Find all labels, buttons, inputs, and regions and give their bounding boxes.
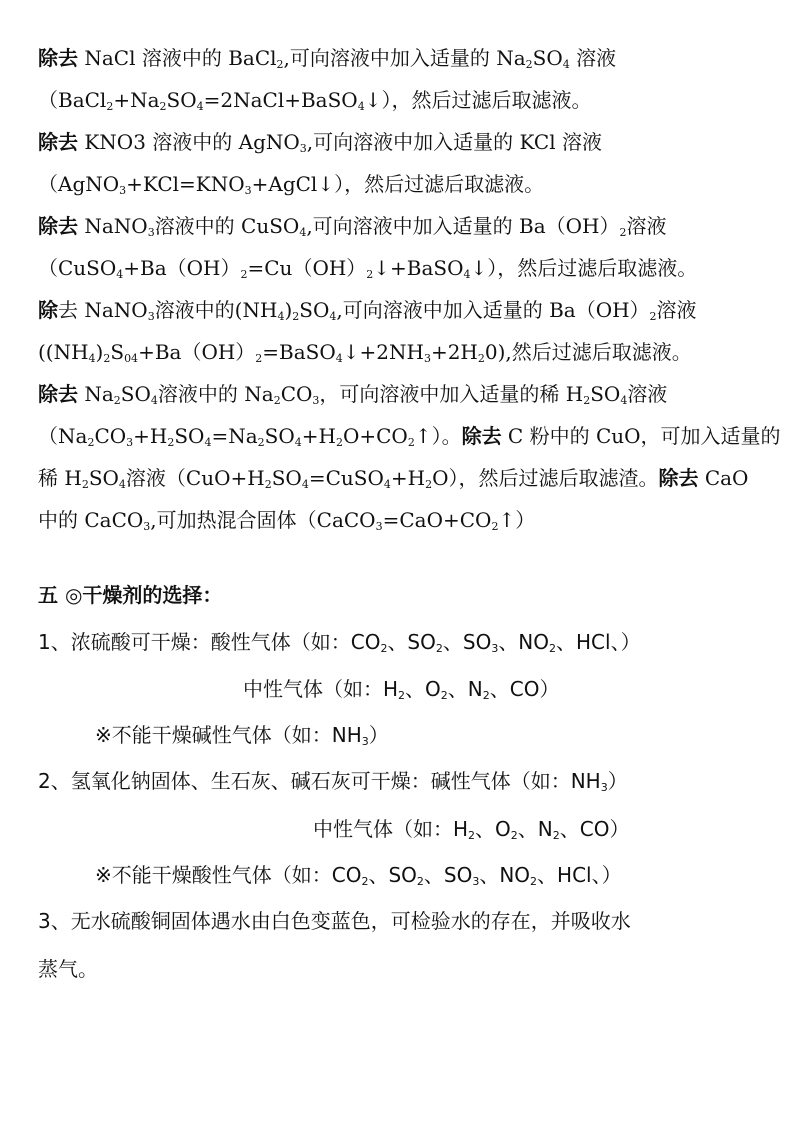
- text: +Ba（OH）: [138, 340, 256, 364]
- text: 、N: [447, 677, 483, 701]
- sub: 3: [361, 735, 369, 748]
- removal-5-line-3: [38, 464, 748, 492]
- text: ,可向溶液中加入适量的 Na: [283, 46, 526, 70]
- sub: 3: [244, 184, 252, 197]
- text: 溶液: [569, 46, 617, 70]
- text: 稀 H: [38, 466, 82, 490]
- drying-item-3-cont: [38, 955, 98, 983]
- sub: 2: [468, 829, 476, 842]
- removal-1-line-2: [38, 86, 591, 114]
- sub: 2: [525, 58, 533, 71]
- sub: 2: [273, 394, 281, 407]
- text: 、NO: [479, 863, 531, 887]
- sub: 2: [159, 100, 167, 113]
- text: ): [95, 340, 104, 364]
- removal-label: 除去: [461, 424, 502, 448]
- sub: 2: [257, 436, 265, 449]
- text: ,可向溶液中加入适量的 Ba（OH）: [336, 298, 650, 322]
- text: 溶液: [626, 214, 667, 238]
- drying-item-2-note: [95, 861, 622, 889]
- sub: 3: [147, 310, 155, 323]
- sub: 3: [299, 142, 307, 155]
- text: 、SO: [423, 863, 473, 887]
- sub: 4: [329, 310, 337, 323]
- drying-item-3: [38, 907, 631, 935]
- text: SO: [271, 466, 302, 490]
- text: 、SO: [442, 630, 492, 654]
- sub: 4: [299, 226, 307, 239]
- text: SO: [174, 424, 205, 448]
- text: =CuSO: [308, 466, 384, 490]
- removal-label: 除: [38, 298, 58, 322]
- text: +H: [390, 466, 426, 490]
- sub: 04: [124, 352, 139, 365]
- text: +Na: [113, 88, 160, 112]
- sub: 2: [113, 394, 121, 407]
- text: SO: [590, 382, 621, 406]
- text: O），然后过滤后取滤渣。: [432, 466, 659, 490]
- text: ↓+2NH: [342, 340, 424, 364]
- text: NaNO: [84, 214, 148, 238]
- text: SO: [264, 424, 295, 448]
- text: ↑）: [498, 508, 536, 532]
- text: （CuSO: [38, 256, 117, 280]
- text: ↓），然后过滤后取滤液。: [470, 256, 698, 280]
- text: 、O: [475, 817, 511, 841]
- sub: 3: [600, 781, 608, 794]
- text: +2H: [430, 340, 478, 364]
- text: O+CO: [342, 424, 408, 448]
- sub: 3: [143, 520, 151, 533]
- sub: 4: [620, 394, 628, 407]
- removal-label: 除去: [38, 214, 78, 238]
- sub: 2: [552, 829, 560, 842]
- removal-4-line-2: [38, 338, 692, 366]
- sub: 2: [106, 100, 114, 113]
- text: 中性气体（如：H: [313, 817, 469, 841]
- drying-item-1-note: [95, 721, 389, 749]
- text: ,可向溶液中加入适量的 Ba（OH）: [306, 214, 620, 238]
- text: 、HCl、）: [537, 863, 622, 887]
- text: =CaO+CO: [382, 508, 492, 532]
- sub: 2: [81, 478, 89, 491]
- sub: 2: [435, 642, 443, 655]
- removal-2-line-2: [38, 170, 544, 198]
- text: ，可向溶液中加入适量的稀 H: [319, 382, 584, 406]
- text: SO: [120, 382, 151, 406]
- sub: 2: [549, 642, 557, 655]
- text: +KCl=KNO: [126, 172, 245, 196]
- text: +AgCl↓），然后过滤后取滤液。: [251, 172, 545, 196]
- text: SO: [532, 46, 563, 70]
- sub: 2: [583, 394, 591, 407]
- text: 中性气体（如：H: [243, 677, 399, 701]
- sub: 2: [482, 689, 490, 702]
- removal-label: 除去: [38, 382, 78, 406]
- sub: 2: [292, 310, 300, 323]
- text: +Ba（OH）: [123, 256, 241, 280]
- text: 、O: [405, 677, 441, 701]
- text: 去 NaNO: [58, 298, 148, 322]
- sub: 4: [294, 436, 302, 449]
- text: +H: [301, 424, 336, 448]
- sub: 4: [88, 352, 96, 365]
- text: SO: [166, 88, 197, 112]
- drying-item-1-neutral: [243, 675, 559, 703]
- sub: 2: [491, 520, 499, 533]
- drying-item-2: [38, 767, 628, 795]
- sub: 3: [375, 520, 383, 533]
- sub: 3: [126, 436, 134, 449]
- sub: 2: [619, 226, 627, 239]
- removal-5-line-2: [38, 422, 781, 450]
- text: KNO3 溶液中的 AgNO: [84, 130, 300, 154]
- text: ）: [368, 723, 389, 747]
- sub: 2: [103, 352, 111, 365]
- removal-4-line-1: [38, 296, 697, 324]
- text: ): [284, 298, 293, 322]
- text: 、SO: [387, 630, 436, 654]
- text: 蒸气。: [38, 957, 98, 981]
- sub: 2: [649, 310, 657, 323]
- text: ※不能干燥碱性气体（如：NH: [95, 723, 362, 747]
- sub: 2: [530, 875, 538, 888]
- sub: 2: [167, 436, 175, 449]
- text: 、CO）: [559, 817, 630, 841]
- text: NaCl 溶液中的 BaCl: [84, 46, 277, 70]
- sub: 2: [255, 352, 263, 365]
- text: 、SO: [368, 863, 417, 887]
- sub: 3: [423, 352, 431, 365]
- text: 、N: [517, 817, 553, 841]
- text: 溶液中的 Na: [157, 382, 274, 406]
- removal-3-line-1: [38, 212, 667, 240]
- sub: 3: [312, 394, 320, 407]
- sub: 2: [335, 436, 343, 449]
- removal-label: 除去: [38, 130, 78, 154]
- removal-5-line-4: [38, 506, 535, 534]
- drying-item-1: [38, 628, 641, 656]
- removal-label: 除去: [658, 466, 699, 490]
- sub: 3: [119, 184, 127, 197]
- sub: 3: [472, 875, 480, 888]
- sub: 2: [510, 829, 518, 842]
- removal-1-line-1: [38, 44, 616, 72]
- text: 溶液中的 CuSO: [154, 214, 300, 238]
- sub: 2: [380, 642, 388, 655]
- sub: 3: [147, 226, 155, 239]
- text: ,可向溶液中加入适量的 KCl 溶液: [306, 130, 602, 154]
- sub: 4: [118, 478, 126, 491]
- text: S: [110, 340, 125, 364]
- text: =Na: [211, 424, 258, 448]
- sub: 2: [440, 689, 448, 702]
- sub: 2: [416, 875, 424, 888]
- sub: 2: [240, 268, 248, 281]
- text: ,可加热混合固体（CaCO: [150, 508, 376, 532]
- sub: 4: [196, 100, 204, 113]
- text: CO: [94, 424, 127, 448]
- text: SO: [299, 298, 330, 322]
- text: Na: [84, 382, 114, 406]
- sub: 4: [150, 394, 158, 407]
- text: 、CO）: [489, 677, 560, 701]
- text: =Cu（OH）: [247, 256, 367, 280]
- removal-label: 除去: [38, 46, 78, 70]
- text: 2、氢氧化钠固体、生石灰、碱石灰可干燥：碱性气体（如：NH: [38, 769, 601, 793]
- removal-2-line-1: [38, 128, 602, 156]
- text: 0),然后过滤后取滤液。: [484, 340, 692, 364]
- text: （BaCl: [38, 88, 107, 112]
- sub: 4: [204, 436, 212, 449]
- text: ((NH: [38, 340, 89, 364]
- removal-5-line-1: [38, 380, 667, 408]
- removal-3-line-2: [38, 254, 697, 282]
- text: =BaSO: [262, 340, 336, 364]
- text: 溶液: [656, 298, 697, 322]
- text: C 粉中的 CuO，可加入适量的: [501, 424, 781, 448]
- text: =2NaCl+BaSO: [203, 88, 358, 112]
- sub: 2: [87, 436, 95, 449]
- text: ）: [607, 769, 628, 793]
- text: CO: [280, 382, 313, 406]
- sub: 2: [361, 875, 369, 888]
- sub: 2: [477, 352, 485, 365]
- text: 溶液（CuO+H: [125, 466, 265, 490]
- text: （Na: [38, 424, 88, 448]
- sub: 2: [366, 268, 374, 281]
- sub: 4: [301, 478, 309, 491]
- sub: 4: [116, 268, 124, 281]
- text: ↓），然后过滤后取滤液。: [364, 88, 592, 112]
- text: ↑）。: [414, 424, 462, 448]
- text: 溶液中的(NH: [154, 298, 278, 322]
- sub: 4: [463, 268, 471, 281]
- section-heading: 五 ◎干燥剂的选择：: [38, 583, 223, 607]
- text: ※不能干燥酸性气体（如：CO: [95, 863, 362, 887]
- text: SO: [88, 466, 119, 490]
- sub: 2: [407, 436, 415, 449]
- sub: 2: [276, 58, 284, 71]
- text: CaO: [698, 466, 749, 490]
- sub: 4: [562, 58, 570, 71]
- sub: 4: [335, 352, 343, 365]
- sub: 4: [357, 100, 365, 113]
- text: 溶液: [627, 382, 668, 406]
- text: （AgNO: [38, 172, 120, 196]
- text: +H: [133, 424, 168, 448]
- text: ↓+BaSO: [373, 256, 464, 280]
- sub: 3: [491, 642, 499, 655]
- text: 1、浓硫酸可干燥：酸性气体（如：CO: [38, 630, 381, 654]
- text: 中的 CaCO: [38, 508, 144, 532]
- sub: 4: [277, 310, 285, 323]
- sub: 4: [383, 478, 391, 491]
- sub: 2: [398, 689, 406, 702]
- text: 、NO: [498, 630, 550, 654]
- text: 3、无水硫酸铜固体遇水由白色变蓝色，可检验水的存在，并吸收水: [38, 909, 631, 933]
- sub: 2: [264, 478, 272, 491]
- text: 、HCl、）: [556, 630, 641, 654]
- sub: 2: [425, 478, 433, 491]
- drying-item-2-neutral: [313, 815, 629, 843]
